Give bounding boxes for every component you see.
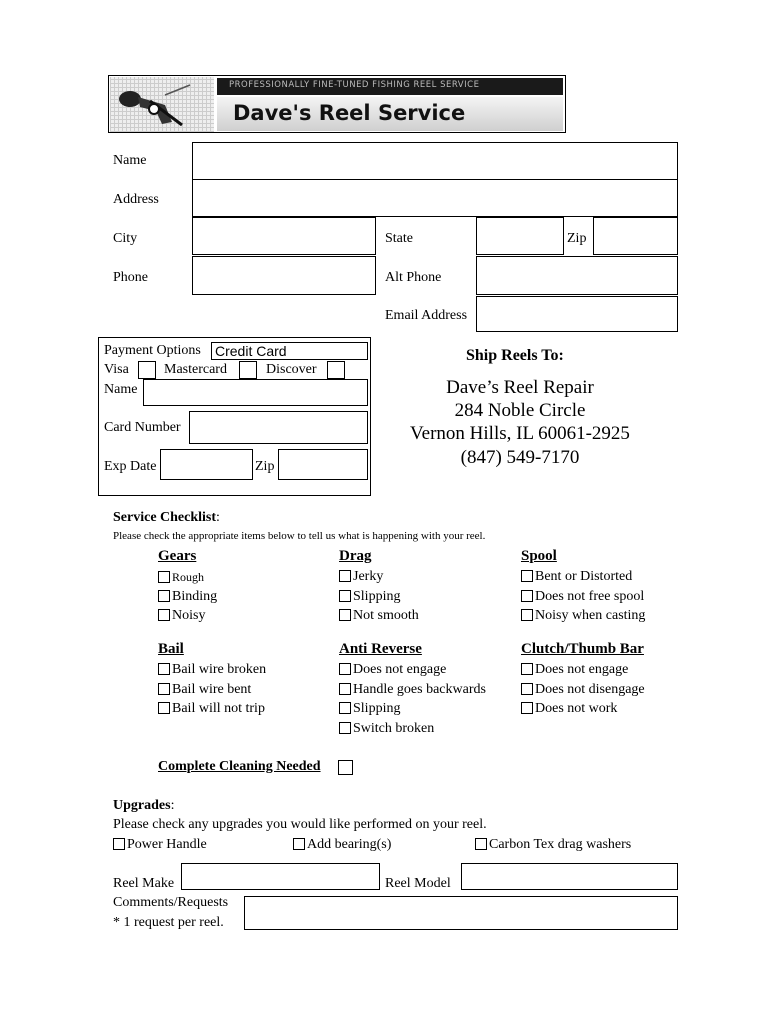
gears-item[interactable]: Noisy bbox=[158, 608, 205, 624]
drag-item[interactable]: Jerky bbox=[339, 569, 383, 585]
checkbox[interactable] bbox=[521, 683, 533, 695]
name-field[interactable] bbox=[192, 142, 678, 180]
card-name-label: Name bbox=[104, 382, 138, 397]
zip-field[interactable] bbox=[593, 217, 678, 255]
clutch-item[interactable]: Does not engage bbox=[521, 662, 628, 678]
complete-cleaning-label: Complete Cleaning Needed bbox=[158, 759, 321, 774]
visa-checkbox[interactable] bbox=[138, 361, 156, 379]
bail-item[interactable]: Bail wire broken bbox=[158, 662, 266, 678]
checkbox[interactable] bbox=[293, 838, 305, 850]
card-number-field[interactable] bbox=[189, 411, 368, 444]
card-zip-field[interactable] bbox=[278, 449, 368, 480]
comments-note: * 1 request per reel. bbox=[113, 915, 224, 930]
ship-street: 284 Noble Circle bbox=[454, 400, 586, 421]
alt-phone-label: Alt Phone bbox=[385, 270, 442, 285]
spool-heading: Spool bbox=[521, 548, 557, 564]
discover-label: Discover bbox=[266, 362, 317, 377]
upgrades-title: Upgrades: bbox=[113, 798, 175, 813]
checkbox[interactable] bbox=[339, 722, 351, 734]
upgrade-item[interactable]: Power Handle bbox=[113, 837, 207, 853]
exp-date-label: Exp Date bbox=[104, 459, 157, 474]
mastercard-label: Mastercard bbox=[164, 362, 227, 377]
bail-item[interactable]: Bail will not trip bbox=[158, 701, 265, 717]
reel-make-label: Reel Make bbox=[113, 876, 175, 891]
spool-item[interactable]: Does not free spool bbox=[521, 589, 644, 605]
anti-reverse-item[interactable]: Does not engage bbox=[339, 662, 446, 678]
checkbox[interactable] bbox=[158, 683, 170, 695]
checkbox[interactable] bbox=[158, 590, 170, 602]
checkbox[interactable] bbox=[339, 590, 351, 602]
alt-phone-field[interactable] bbox=[476, 256, 678, 295]
zip-label: Zip bbox=[567, 231, 587, 246]
card-zip-label: Zip bbox=[255, 459, 275, 474]
spool-item[interactable]: Bent or Distorted bbox=[521, 569, 632, 585]
anti-reverse-item[interactable]: Slipping bbox=[339, 701, 400, 717]
name-label: Name bbox=[113, 153, 147, 168]
exp-date-field[interactable] bbox=[160, 449, 253, 480]
checkbox[interactable] bbox=[158, 571, 170, 583]
checkbox[interactable] bbox=[339, 663, 351, 675]
header-banner bbox=[108, 75, 566, 133]
card-number-label: Card Number bbox=[104, 420, 181, 435]
ship-phone: (847) 549-7170 bbox=[460, 447, 580, 468]
comments-field[interactable] bbox=[244, 896, 678, 930]
fisherman-logo-icon bbox=[110, 77, 214, 132]
bail-heading: Bail bbox=[158, 641, 184, 657]
ship-company: Dave’s Reel Repair bbox=[446, 377, 594, 398]
checkbox[interactable] bbox=[158, 702, 170, 714]
anti-reverse-item[interactable]: Handle goes backwards bbox=[339, 682, 486, 698]
complete-cleaning-checkbox[interactable] bbox=[338, 760, 353, 775]
gears-item[interactable]: Binding bbox=[158, 589, 217, 605]
upgrade-item[interactable]: Carbon Tex drag washers bbox=[475, 837, 631, 853]
checkbox[interactable] bbox=[521, 590, 533, 602]
gears-item[interactable]: Rough bbox=[158, 569, 204, 586]
address-label: Address bbox=[113, 192, 159, 207]
email-label: Email Address bbox=[385, 308, 468, 323]
reel-model-label: Reel Model bbox=[385, 876, 451, 891]
city-field[interactable] bbox=[192, 217, 376, 255]
checkbox[interactable] bbox=[339, 609, 351, 621]
payment-options-value: Credit Card bbox=[215, 343, 287, 359]
spool-item[interactable]: Noisy when casting bbox=[521, 608, 645, 624]
drag-item[interactable]: Not smooth bbox=[339, 608, 419, 624]
service-checklist-instructions: Please check the appropriate items below to tell us what is happening with your reel. bbox=[113, 530, 486, 542]
payment-options-select[interactable] bbox=[211, 342, 368, 360]
reel-make-field[interactable] bbox=[181, 863, 380, 890]
email-field[interactable] bbox=[476, 296, 678, 332]
ship-city-line: Vernon Hills, IL 60061-2925 bbox=[410, 423, 630, 444]
ship-to-heading: Ship Reels To: bbox=[466, 347, 564, 364]
service-checklist-title: Service Checklist: bbox=[113, 510, 220, 525]
reel-model-field[interactable] bbox=[461, 863, 678, 890]
upgrade-item[interactable]: Add bearing(s) bbox=[293, 837, 391, 853]
bail-item[interactable]: Bail wire bent bbox=[158, 682, 251, 698]
phone-label: Phone bbox=[113, 270, 148, 285]
drag-item[interactable]: Slipping bbox=[339, 589, 400, 605]
checkbox[interactable] bbox=[521, 663, 533, 675]
visa-label: Visa bbox=[104, 362, 129, 377]
state-field[interactable] bbox=[476, 217, 564, 255]
banner-title: Dave's Reel Service bbox=[233, 101, 466, 125]
checkbox[interactable] bbox=[521, 609, 533, 621]
address-field[interactable] bbox=[192, 179, 678, 217]
banner-tagline: PROFESSIONALLY FINE-TUNED FISHING REEL SERVICE bbox=[229, 80, 480, 90]
city-label: City bbox=[113, 231, 138, 246]
mastercard-checkbox[interactable] bbox=[239, 361, 257, 379]
anti-reverse-item[interactable]: Switch broken bbox=[339, 721, 434, 737]
checkbox[interactable] bbox=[339, 570, 351, 582]
clutch-heading: Clutch/Thumb Bar bbox=[521, 641, 644, 657]
checkbox[interactable] bbox=[475, 838, 487, 850]
checkbox[interactable] bbox=[521, 570, 533, 582]
checkbox[interactable] bbox=[339, 702, 351, 714]
drag-heading: Drag bbox=[339, 548, 372, 564]
checkbox[interactable] bbox=[158, 663, 170, 675]
clutch-item[interactable]: Does not disengage bbox=[521, 682, 645, 698]
card-name-field[interactable] bbox=[143, 379, 368, 406]
gears-heading: Gears bbox=[158, 548, 197, 564]
anti-reverse-heading: Anti Reverse bbox=[339, 641, 422, 657]
upgrades-instructions: Please check any upgrades you would like performed on your reel. bbox=[113, 817, 487, 832]
payment-options-label: Payment Options bbox=[104, 343, 201, 358]
clutch-item[interactable]: Does not work bbox=[521, 701, 617, 717]
state-label: State bbox=[385, 231, 413, 246]
checkbox[interactable] bbox=[339, 683, 351, 695]
checkbox[interactable] bbox=[158, 609, 170, 621]
checkbox[interactable] bbox=[113, 838, 125, 850]
checkbox[interactable] bbox=[521, 702, 533, 714]
phone-field[interactable] bbox=[192, 256, 376, 295]
discover-checkbox[interactable] bbox=[327, 361, 345, 379]
comments-label: Comments/Requests bbox=[113, 895, 229, 910]
